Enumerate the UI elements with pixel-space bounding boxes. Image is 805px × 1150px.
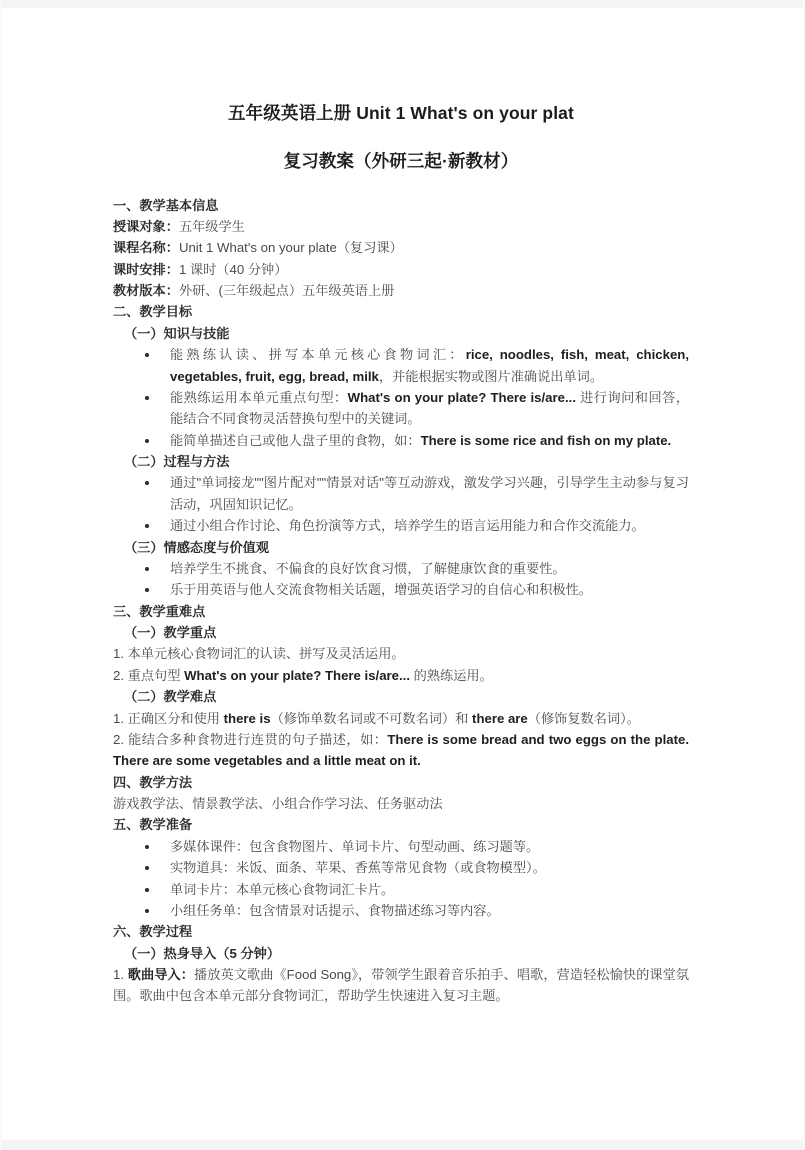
info-value-textbook: 外研、(三年级起点）五年级英语上册: [178, 283, 395, 298]
objective-1-tail: ，并能根据实物或图片准确说出单词。: [378, 368, 604, 384]
list-item: [113, 344, 689, 387]
info-row-course: [113, 237, 689, 258]
difficult-point-1-there-is: there is: [223, 710, 271, 726]
page-edge-bottom: [0, 1140, 805, 1150]
objective-3-example: There is some rice and fish on my plate.: [420, 432, 672, 448]
warmup-step-1-label: 歌曲导入：: [127, 967, 194, 982]
objective-process-list: [113, 472, 689, 536]
key-point-2-pattern: What's on your plate? There is/are...: [184, 667, 410, 683]
difficult-point-1: [113, 708, 689, 729]
list-item: 单词卡片：本单元核心食物词汇卡片。: [113, 879, 689, 900]
section-heading-teaching-methods: 四、教学方法: [113, 774, 193, 790]
subsection-heading-attitude-values: （三）情感态度与价值观: [124, 539, 270, 555]
objective-2-lead: 能熟练运用本单元重点句型：: [170, 389, 348, 405]
objective-knowledge-list: [113, 344, 689, 451]
list-item: 乐于用英语与他人交流食物相关话题，增强英语学习的自信心和积极性。: [113, 579, 689, 600]
info-row-audience: [113, 216, 689, 237]
warmup-step-1: [113, 964, 689, 1007]
objective-attitude-list: [113, 558, 689, 601]
objective-1-vocab: rice, noodles, fish, meat, chicken, vegetables, fruit, egg, bread, milk: [170, 347, 690, 384]
subsection-heading-knowledge-skills: （一）知识与技能: [124, 325, 230, 341]
subsection-heading-difficult-points: （二）教学难点: [124, 689, 217, 705]
objective-3-lead: 能简单描述自己或他人盘子里的食物，如：: [170, 432, 421, 448]
section-heading-basic-info: 一、教学基本信息: [113, 197, 219, 213]
list-item: 通过小组合作讨论、角色扮演等方式，培养学生的语言运用能力和合作交流能力。: [113, 515, 689, 536]
key-point-2-tail: 的熟练运用。: [410, 667, 493, 683]
info-label-course: 课程名称：: [113, 240, 179, 256]
preparation-list: [113, 836, 689, 922]
subsection-heading-process-methods: （二）过程与方法: [124, 454, 230, 469]
teaching-methods-text: 游戏教学法、情景教学法、小组合作学习法、任务驱动法: [113, 796, 443, 811]
list-item: [113, 430, 689, 451]
key-point-2-lead: 2. 重点句型: [113, 667, 185, 683]
page-edge-left: [0, 0, 2, 1150]
info-value-audience: 五年级学生: [178, 218, 245, 234]
subsection-heading-warmup: （一）热身导入（5 分钟）: [124, 945, 281, 961]
difficult-point-1-lead: 1. 正确区分和使用: [113, 710, 224, 726]
objective-2-sentence-pattern: What's on your plate? There is/are...: [347, 389, 576, 405]
document-content: [113, 100, 689, 1007]
difficult-point-1-tail: （修饰复数名词）。: [527, 710, 640, 726]
list-item: [113, 387, 689, 430]
objective-2-tail: 进行询问和回答，能结合不同食物灵活替换句型中的关键词。: [170, 389, 689, 427]
page-subtitle: 复习教案（外研三起·新教材）: [283, 151, 519, 172]
section-heading-objectives: 二、教学目标: [113, 304, 193, 320]
page-edge-top: [0, 0, 805, 8]
info-label-textbook: 教材版本：: [113, 283, 179, 298]
list-item: 实物道具：米饭、面条、苹果、香蕉等常见食物（或食物模型）。: [113, 857, 689, 878]
objective-1-lead: 能熟练认读、拼写本单元核心食物词汇：: [170, 347, 466, 363]
section-heading-preparation: 五、教学准备: [113, 817, 193, 833]
info-label-duration: 课时安排：: [113, 261, 179, 277]
info-row-textbook: [113, 280, 689, 301]
list-item: 小组任务单：包含情景对话提示、食物描述练习等内容。: [113, 900, 689, 921]
list-item: 培养学生不挑食、不偏食的良好饮食习惯，了解健康饮食的重要性。: [113, 558, 689, 579]
page-title: 五年级英语上册 Unit 1 What's on your plat: [228, 103, 574, 123]
section-heading-key-difficult-points: 三、教学重难点: [113, 603, 206, 619]
info-label-audience: 授课对象：: [113, 218, 179, 234]
info-value-course: Unit 1 What's on your plate（复习课）: [178, 240, 403, 256]
list-item: 多媒体课件：包含食物图片、单词卡片、句型动画、练习题等。: [113, 836, 689, 857]
info-row-duration: [113, 259, 689, 280]
difficult-point-2-lead: 2. 能结合多种食物进行连贯的句子描述，如：: [113, 731, 388, 747]
key-point-2: [113, 665, 689, 686]
warmup-step-1-number: 1.: [113, 967, 128, 982]
list-item: 通过"单词接龙""图片配对""情景对话"等互动游戏，激发学习兴趣，引导学生主动参与复习活动，巩固知识记忆。: [113, 472, 689, 515]
warmup-step-1-text: 播放英文歌曲《Food Song》，带领学生跟着音乐拍手、唱歌，营造轻松愉快的课堂氛围。歌曲中包含本单元部分食物词汇，帮助学生快速进入复习主题。: [113, 967, 690, 1004]
difficult-point-1-mid: （修饰单数名词或不可数名词）和: [270, 710, 473, 726]
difficult-point-1-there-are: there are: [472, 710, 528, 726]
info-value-duration: 1 课时（40 分钟）: [178, 261, 288, 277]
section-heading-teaching-process: 六、教学过程: [113, 924, 193, 940]
difficult-point-2-example: There is some bread and two eggs on the plate. There are some vegetables and a little meat on it.: [113, 731, 689, 769]
key-point-1: 1. 本单元核心食物词汇的认读、拼写及灵活运用。: [113, 646, 405, 662]
difficult-point-2: [113, 729, 689, 772]
subsection-heading-key-points: （一）教学重点: [124, 625, 217, 640]
